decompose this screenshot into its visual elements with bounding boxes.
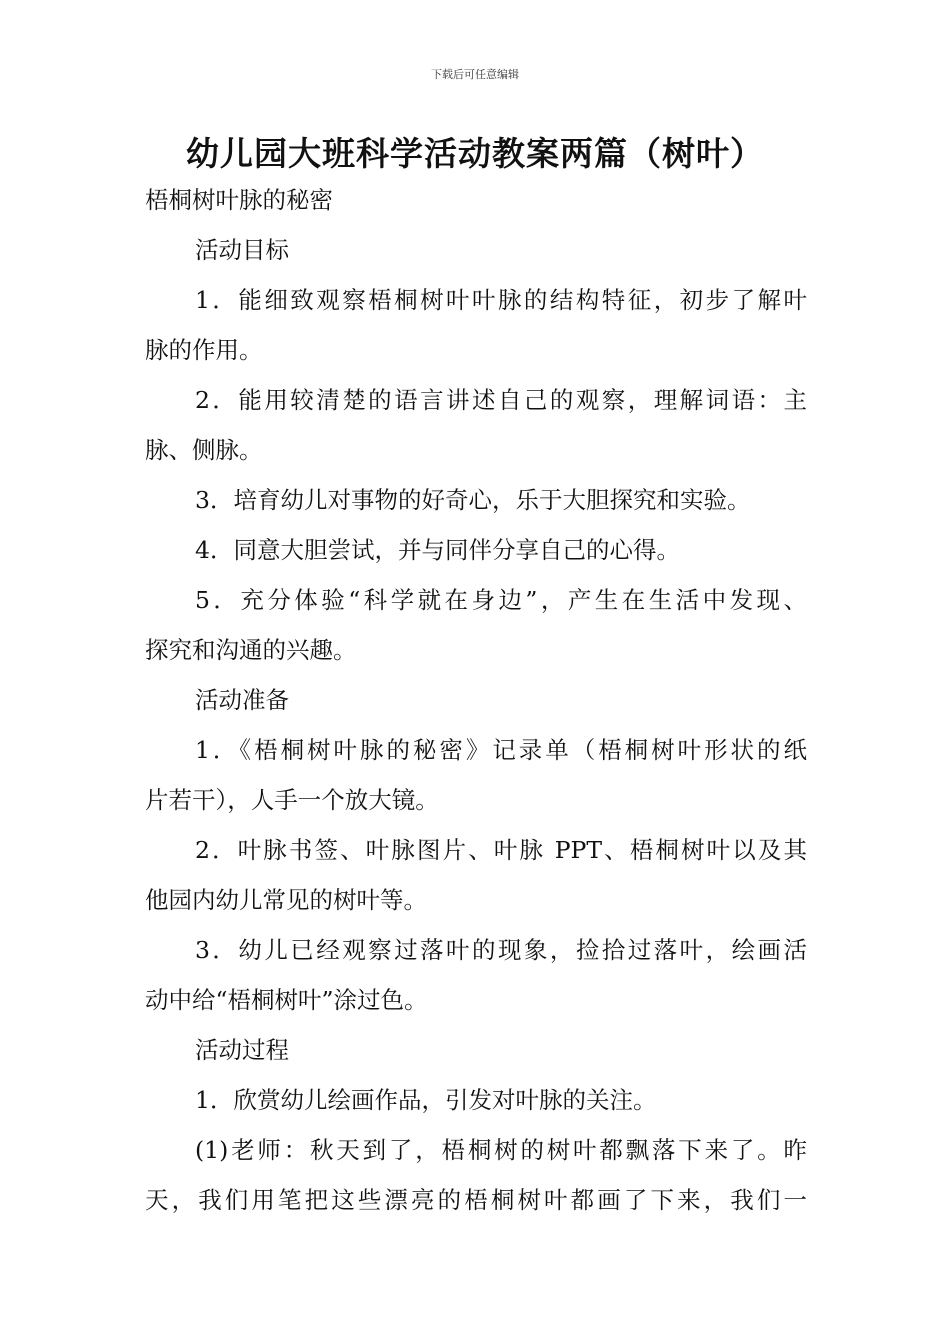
document-body	[145, 175, 807, 1225]
paragraph-line: 1．《梧桐树叶脉的秘密》记录单（梧桐树叶形状的纸	[195, 736, 807, 764]
section-heading-goals: 活动目标	[195, 236, 289, 264]
paragraph-line: 他园内幼儿常见的树叶等。	[145, 886, 427, 914]
subtitle-line: 梧桐树叶脉的秘密	[145, 186, 333, 214]
paragraph-line: (1)老师：秋天到了，梧桐树的树叶都飘落下来了。昨	[195, 1136, 807, 1164]
paragraph-line: 5．充分体验“科学就在身边”，产生在生活中发现、	[195, 586, 807, 614]
page-header-note: 下载后可任意编辑	[431, 68, 519, 81]
paragraph-line: 天，我们用笔把这些漂亮的梧桐树叶都画了下来，我们一	[145, 1186, 807, 1214]
paragraph-line: 脉、侧脉。	[145, 436, 263, 464]
paragraph-line: 动中给“梧桐树叶”涂过色。	[145, 986, 428, 1014]
section-heading-preparation: 活动准备	[195, 686, 289, 714]
paragraph-line: 脉的作用。	[145, 336, 263, 364]
paragraph-line: 2．能用较清楚的语言讲述自己的观察，理解词语：主	[195, 386, 807, 414]
paragraph-line: 1．欣赏幼儿绘画作品，引发对叶脉的关注。	[195, 1086, 657, 1114]
paragraph-line: 探究和沟通的兴趣。	[145, 636, 357, 664]
paragraph-line: 4．同意大胆尝试，并与同伴分享自己的心得。	[195, 536, 680, 564]
section-heading-process: 活动过程	[195, 1036, 289, 1064]
paragraph-line: 3．培育幼儿对事物的好奇心，乐于大胆探究和实验。	[195, 486, 751, 514]
document-title: 幼儿园大班科学活动教案两篇（树叶）	[186, 134, 764, 173]
paragraph-line: 3．幼儿已经观察过落叶的现象，捡拾过落叶，绘画活	[195, 936, 807, 964]
paragraph-line: 1．能细致观察梧桐树叶叶脉的结构特征，初步了解叶	[195, 286, 807, 314]
paragraph-line: 片若干），人手一个放大镜。	[145, 786, 439, 814]
paragraph-line: 2．叶脉书签、叶脉图片、叶脉 PPT、梧桐树叶以及其	[195, 836, 807, 864]
